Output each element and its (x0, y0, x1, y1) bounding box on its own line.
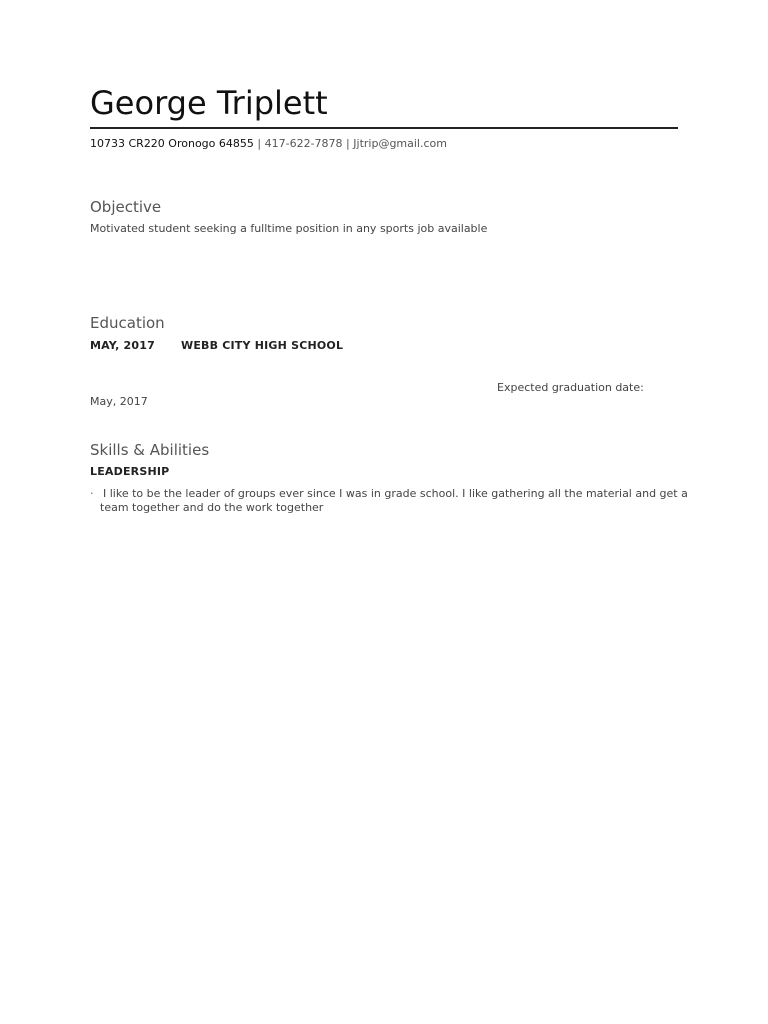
contact-email: Jjtrip@gmail.com (353, 137, 447, 150)
skills-heading: Skills & Abilities (90, 441, 210, 459)
skills-bullet-item (90, 487, 690, 515)
expected-graduation-label: Expected graduation date: (497, 381, 644, 394)
contact-separator: | (346, 137, 350, 150)
bullet-icon: · (90, 487, 94, 500)
expected-graduation-value: May, 2017 (90, 395, 148, 408)
education-school: WEBB CITY HIGH SCHOOL (181, 339, 344, 352)
contact-phone: 417-622-7878 (264, 137, 343, 150)
contact-address: 10733 CR220 Oronogo 64855 (90, 137, 254, 150)
education-heading: Education (90, 314, 165, 332)
header-divider (90, 127, 678, 129)
skills-subheading: LEADERSHIP (90, 465, 170, 478)
contact-line (90, 137, 447, 151)
objective-text: Motivated student seeking a fulltime position in any sports job available (90, 222, 488, 235)
education-date: MAY, 2017 (90, 339, 155, 352)
objective-heading: Objective (90, 198, 162, 216)
skills-bullet-text: I like to be the leader of groups ever since I was in grade school. I like gathering all the material and get a team together and do the work together (100, 487, 688, 514)
contact-separator: | (257, 137, 262, 150)
resume-name: George Triplett (90, 84, 328, 122)
